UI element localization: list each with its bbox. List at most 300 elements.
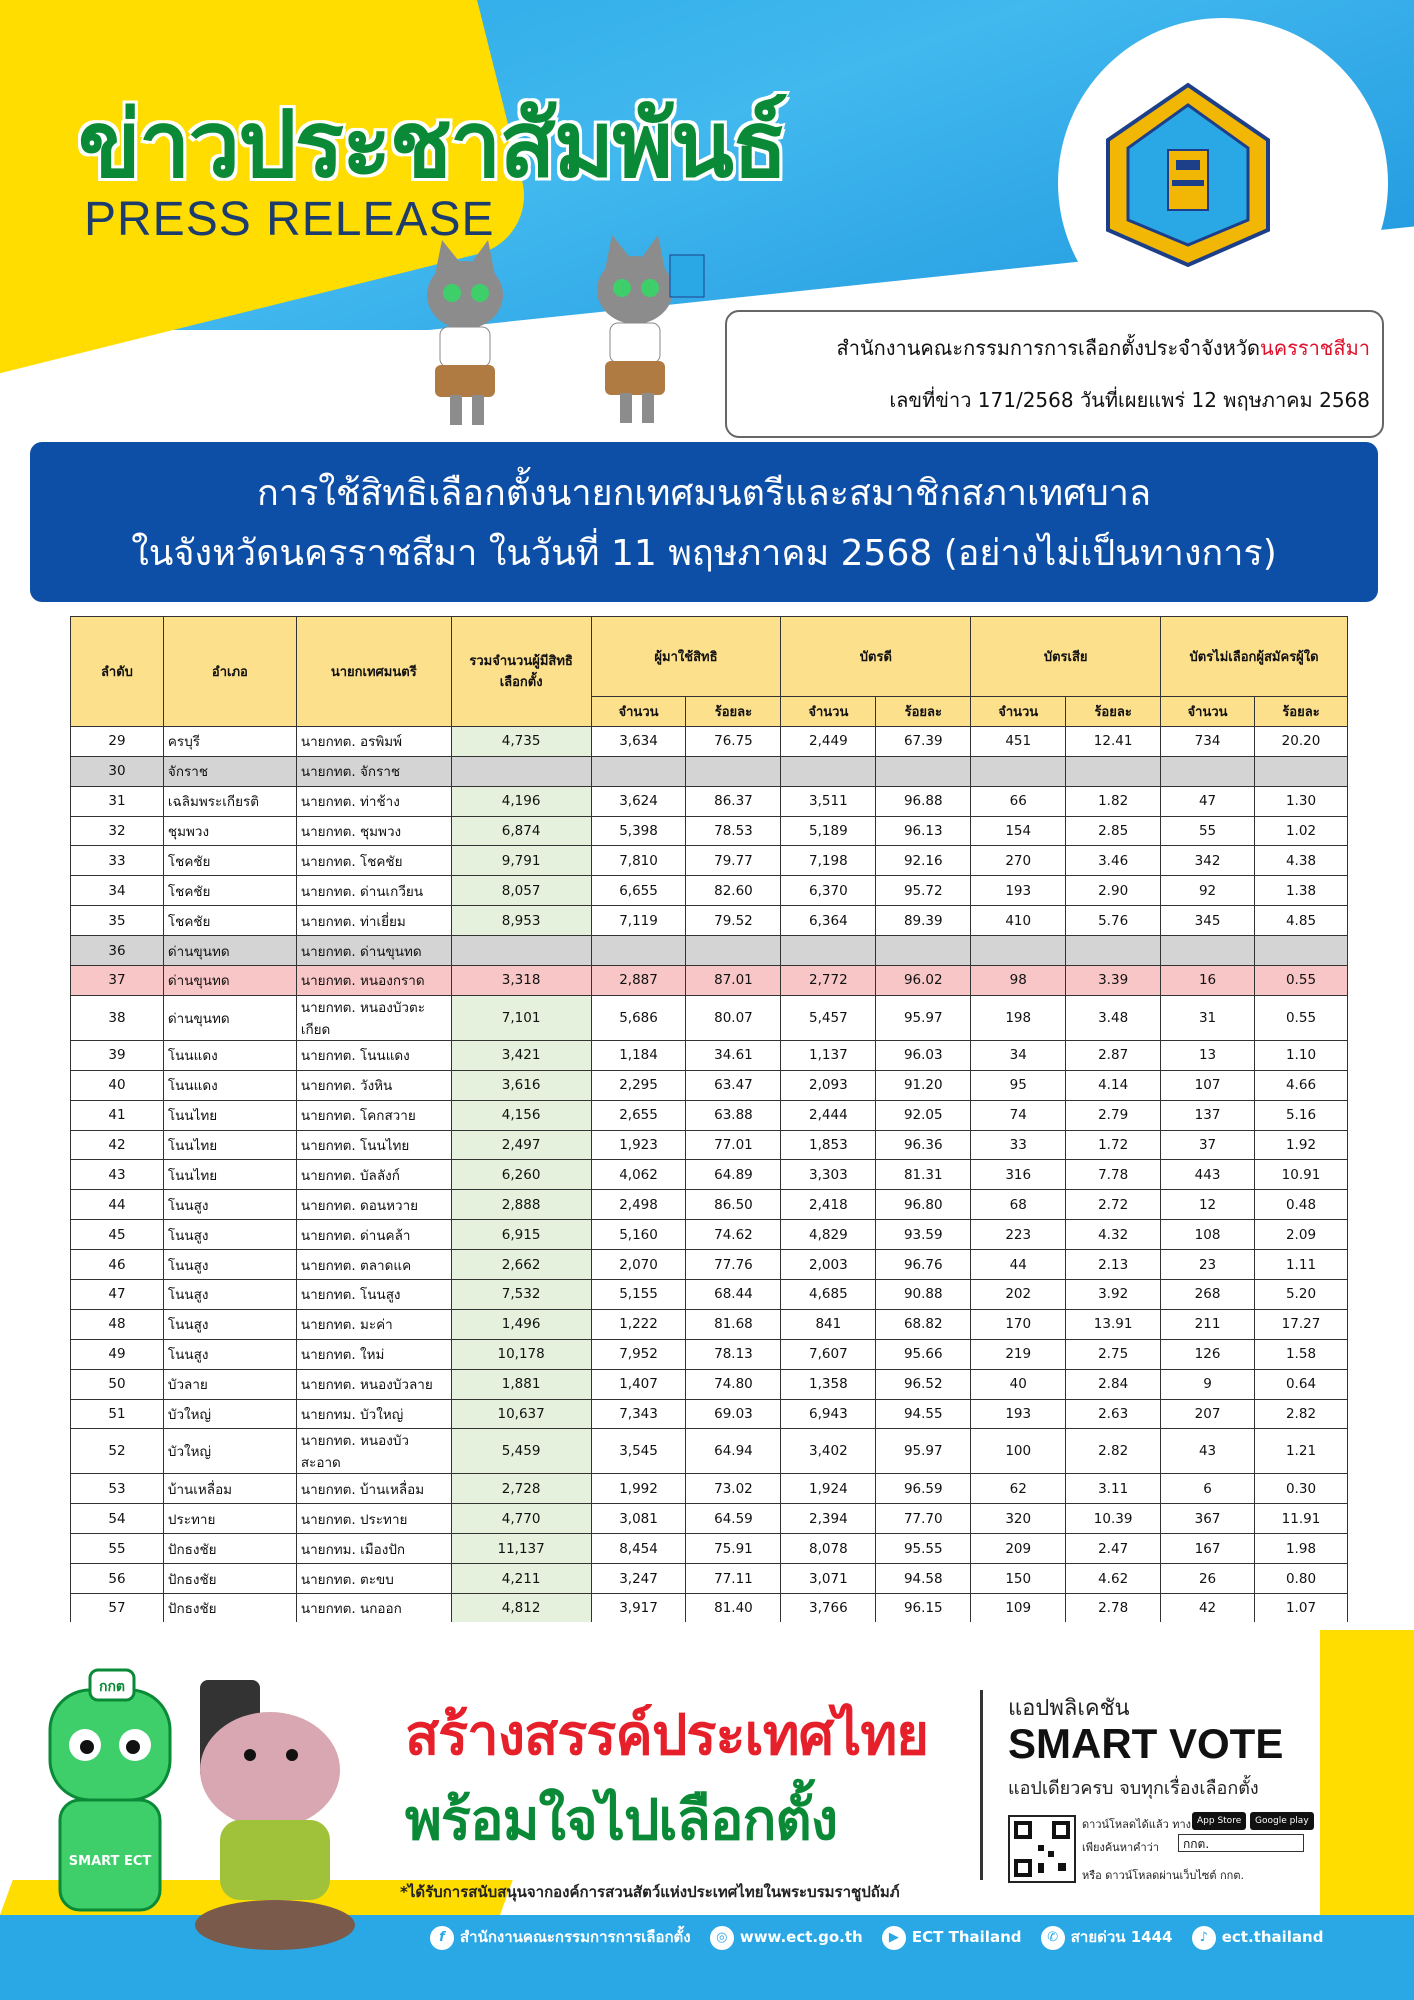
cell-voters-count: 8,454 xyxy=(591,1534,686,1564)
cell-district: โชคชัย xyxy=(163,906,296,936)
cell-good-pct: 95.97 xyxy=(876,1429,971,1474)
app-name: SMART VOTE xyxy=(1008,1720,1284,1767)
headline-banner xyxy=(30,442,1378,602)
cell-good-pct: 89.39 xyxy=(876,906,971,936)
cell-novote-count xyxy=(1161,936,1255,966)
cell-good-pct: 67.39 xyxy=(876,726,971,756)
cell-mayor: นายกทต. บ้านเหลื่อม xyxy=(296,1474,451,1504)
table-row xyxy=(71,1040,1348,1070)
cell-mayor: นายกทต. วังหิน xyxy=(296,1070,451,1100)
cell-voters-pct: 69.03 xyxy=(686,1399,781,1429)
cell-novote-pct: 5.16 xyxy=(1255,1100,1348,1130)
cell-spoiled-count: 74 xyxy=(971,1100,1066,1130)
cell-novote-pct: 20.20 xyxy=(1255,726,1348,756)
cell-novote-count: 443 xyxy=(1161,1160,1255,1190)
cell-good-pct: 96.36 xyxy=(876,1130,971,1160)
cell-voters-pct: 78.53 xyxy=(686,816,781,846)
cell-spoiled-pct: 2.87 xyxy=(1066,1040,1161,1070)
cell-voters-pct: 76.75 xyxy=(686,726,781,756)
cell-good-count: 3,766 xyxy=(781,1594,876,1624)
cell-registered: 4,196 xyxy=(451,786,591,816)
cell-registered: 5,459 xyxy=(451,1429,591,1474)
globe-icon: ◎ xyxy=(710,1926,734,1950)
cell-mayor: นายกทต. ท่าเยี่ยม xyxy=(296,906,451,936)
cell-good-count: 2,449 xyxy=(781,726,876,756)
cell-spoiled-pct: 12.41 xyxy=(1066,726,1161,756)
mascot-badge-text: กกต xyxy=(98,1679,126,1695)
cell-no: 35 xyxy=(71,906,164,936)
cell-voters-pct: 86.50 xyxy=(686,1190,781,1220)
cell-good-count: 4,685 xyxy=(781,1280,876,1310)
cell-mayor: นายกทต. โนนไทย xyxy=(296,1130,451,1160)
cell-voters-count: 1,222 xyxy=(591,1309,686,1339)
cell-good-count: 1,137 xyxy=(781,1040,876,1070)
cell-spoiled-pct: 1.72 xyxy=(1066,1130,1161,1160)
cell-spoiled-count: 193 xyxy=(971,1399,1066,1429)
cell-district: เฉลิมพระเกียรติ xyxy=(163,786,296,816)
cell-voters-count: 5,155 xyxy=(591,1280,686,1310)
cell-voters-count: 1,923 xyxy=(591,1130,686,1160)
cell-mayor: นายกทม. เมืองปัก xyxy=(296,1534,451,1564)
cell-voters-pct: 64.59 xyxy=(686,1504,781,1534)
cell-voters-pct: 68.44 xyxy=(686,1280,781,1310)
office-name xyxy=(837,332,1370,364)
cell-spoiled-count: 109 xyxy=(971,1594,1066,1624)
cell-novote-pct: 1.58 xyxy=(1255,1339,1348,1369)
cell-spoiled-count: 100 xyxy=(971,1429,1066,1474)
cell-registered: 10,178 xyxy=(451,1339,591,1369)
cell-voters-pct: 75.91 xyxy=(686,1534,781,1564)
app-store-badge[interactable]: App Store xyxy=(1192,1812,1246,1830)
header-no: ลำดับ xyxy=(71,617,164,727)
subheader-count: จำนวน xyxy=(1161,697,1255,727)
cell-no: 45 xyxy=(71,1220,164,1250)
cell-good-count: 2,003 xyxy=(781,1250,876,1280)
cell-voters-count: 1,184 xyxy=(591,1040,686,1070)
cell-district: โนนไทย xyxy=(163,1130,296,1160)
cell-novote-count: 13 xyxy=(1161,1040,1255,1070)
table-row xyxy=(71,1100,1348,1130)
cell-no: 31 xyxy=(71,786,164,816)
header-registered: รวมจำนวนผู้มีสิทธิเลือกตั้ง xyxy=(451,617,591,727)
ect-mascots-illustration xyxy=(30,1660,390,1960)
app-label: แอปพลิเคชัน xyxy=(1008,1696,1130,1721)
cell-voters-pct: 77.76 xyxy=(686,1250,781,1280)
cell-voters-pct: 74.62 xyxy=(686,1220,781,1250)
cell-spoiled-pct: 4.32 xyxy=(1066,1220,1161,1250)
cell-no: 44 xyxy=(71,1190,164,1220)
footer-youtube-label: ECT Thailand xyxy=(911,1928,1022,1946)
footer-divider xyxy=(980,1690,983,1880)
footer-website[interactable] xyxy=(710,1928,863,1946)
cell-voters-pct: 64.94 xyxy=(686,1429,781,1474)
cell-good-count: 3,402 xyxy=(781,1429,876,1474)
cell-novote-count: 12 xyxy=(1161,1190,1255,1220)
cell-no: 47 xyxy=(71,1280,164,1310)
google-play-badge[interactable]: Google play xyxy=(1250,1812,1314,1830)
cell-novote-pct: 4.66 xyxy=(1255,1070,1348,1100)
cell-good-count: 1,853 xyxy=(781,1130,876,1160)
cell-spoiled-count: 150 xyxy=(971,1564,1066,1594)
cell-spoiled-count: 198 xyxy=(971,995,1066,1040)
cell-good-pct: 96.88 xyxy=(876,786,971,816)
cell-good-pct xyxy=(876,756,971,786)
table-row xyxy=(71,1250,1348,1280)
cell-good-count: 2,772 xyxy=(781,966,876,996)
cell-voters-count: 5,160 xyxy=(591,1220,686,1250)
cell-spoiled-count: 320 xyxy=(971,1504,1066,1534)
cell-novote-pct: 1.98 xyxy=(1255,1534,1348,1564)
cell-district: โชคชัย xyxy=(163,876,296,906)
cell-good-pct: 95.97 xyxy=(876,995,971,1040)
header-good-ballots: บัตรดี xyxy=(781,617,971,697)
cell-novote-pct: 0.48 xyxy=(1255,1190,1348,1220)
cell-voters-pct: 34.61 xyxy=(686,1040,781,1070)
footer-hotline[interactable] xyxy=(1041,1928,1173,1946)
footer-tiktok[interactable] xyxy=(1192,1928,1324,1946)
cell-novote-count: 9 xyxy=(1161,1369,1255,1399)
cell-mayor: นายกทต. หนองบัวสะอาด xyxy=(296,1429,451,1474)
office-info-box xyxy=(725,310,1384,438)
cell-novote-pct: 5.20 xyxy=(1255,1280,1348,1310)
cell-novote-pct: 1.21 xyxy=(1255,1429,1348,1474)
cell-spoiled-pct: 3.39 xyxy=(1066,966,1161,996)
cell-voters-count: 7,810 xyxy=(591,846,686,876)
cell-voters-pct: 77.11 xyxy=(686,1564,781,1594)
slogan-line2: พร้อมใจไปเลือกตั้ง xyxy=(405,1788,838,1853)
cell-no: 51 xyxy=(71,1399,164,1429)
cell-novote-count: 16 xyxy=(1161,966,1255,996)
cell-good-count: 6,943 xyxy=(781,1399,876,1429)
cell-district: โนนสูง xyxy=(163,1220,296,1250)
cell-registered: 4,812 xyxy=(451,1594,591,1624)
cell-registered: 10,637 xyxy=(451,1399,591,1429)
cell-spoiled-pct: 2.90 xyxy=(1066,876,1161,906)
cell-spoiled-count: 33 xyxy=(971,1130,1066,1160)
header-no-vote-ballots: บัตรไม่เลือกผู้สมัครผู้ใด xyxy=(1161,617,1348,697)
cell-good-count: 7,607 xyxy=(781,1339,876,1369)
cell-novote-pct: 4.38 xyxy=(1255,846,1348,876)
cell-spoiled-count: 154 xyxy=(971,816,1066,846)
cell-spoiled-pct: 3.11 xyxy=(1066,1474,1161,1504)
cell-spoiled-count: 223 xyxy=(971,1220,1066,1250)
cell-district: ปักธงชัย xyxy=(163,1534,296,1564)
cell-voters-pct: 82.60 xyxy=(686,876,781,906)
cell-mayor: นายกทต. โนนสูง xyxy=(296,1280,451,1310)
cell-voters-pct: 73.02 xyxy=(686,1474,781,1504)
cell-good-pct: 96.15 xyxy=(876,1594,971,1624)
cell-spoiled-count: 40 xyxy=(971,1369,1066,1399)
subheader-pct: ร้อยละ xyxy=(876,697,971,727)
cell-good-pct: 68.82 xyxy=(876,1309,971,1339)
cell-mayor: นายกทต. ประทาย xyxy=(296,1504,451,1534)
cell-spoiled-pct xyxy=(1066,936,1161,966)
cell-no: 57 xyxy=(71,1594,164,1624)
footer-org[interactable] xyxy=(430,1928,691,1946)
table-row xyxy=(71,726,1348,756)
cell-registered: 6,260 xyxy=(451,1160,591,1190)
cell-novote-pct: 1.30 xyxy=(1255,786,1348,816)
cell-novote-count: 342 xyxy=(1161,846,1255,876)
cell-registered: 11,137 xyxy=(451,1534,591,1564)
cell-novote-pct: 4.85 xyxy=(1255,906,1348,936)
table-row xyxy=(71,1070,1348,1100)
subheader-count: จำนวน xyxy=(971,697,1066,727)
cell-novote-count: 26 xyxy=(1161,1564,1255,1594)
cell-voters-pct: 74.80 xyxy=(686,1369,781,1399)
cell-novote-pct: 1.11 xyxy=(1255,1250,1348,1280)
cell-registered: 4,735 xyxy=(451,726,591,756)
subheader-pct: ร้อยละ xyxy=(1255,697,1348,727)
cell-registered: 4,211 xyxy=(451,1564,591,1594)
cell-mayor: นายกทต. หนองบัวตะเกียด xyxy=(296,995,451,1040)
cell-voters-count: 3,247 xyxy=(591,1564,686,1594)
cell-mayor: นายกทต. อรพิมพ์ xyxy=(296,726,451,756)
cell-district: โนนแดง xyxy=(163,1070,296,1100)
table-row xyxy=(71,846,1348,876)
cell-spoiled-pct: 2.63 xyxy=(1066,1399,1161,1429)
cell-district: บ้านเหลื่อม xyxy=(163,1474,296,1504)
footer-org-label: สำนักงานคณะกรรมการการเลือกตั้ง xyxy=(460,1928,691,1946)
footer-youtube[interactable] xyxy=(882,1928,1022,1946)
cell-novote-pct: 0.64 xyxy=(1255,1369,1348,1399)
table-row xyxy=(71,1339,1348,1369)
cell-mayor: นายกทต. ตลาดแค xyxy=(296,1250,451,1280)
cell-good-count: 3,071 xyxy=(781,1564,876,1594)
cell-spoiled-pct: 3.48 xyxy=(1066,995,1161,1040)
cell-spoiled-count: 451 xyxy=(971,726,1066,756)
cell-district: บัวลาย xyxy=(163,1369,296,1399)
table-row xyxy=(71,906,1348,936)
cell-voters-count: 1,407 xyxy=(591,1369,686,1399)
cell-novote-count: 268 xyxy=(1161,1280,1255,1310)
cell-good-count: 1,358 xyxy=(781,1369,876,1399)
cell-no: 48 xyxy=(71,1309,164,1339)
cell-spoiled-count: 170 xyxy=(971,1309,1066,1339)
cell-voters-pct: 81.68 xyxy=(686,1309,781,1339)
table-row xyxy=(71,966,1348,996)
table-row xyxy=(71,1369,1348,1399)
cell-novote-pct xyxy=(1255,936,1348,966)
cell-district: โนนสูง xyxy=(163,1309,296,1339)
cell-good-pct: 94.58 xyxy=(876,1564,971,1594)
cell-good-pct xyxy=(876,936,971,966)
cell-voters-pct: 63.47 xyxy=(686,1070,781,1100)
cell-voters-count: 2,070 xyxy=(591,1250,686,1280)
cell-spoiled-pct: 4.14 xyxy=(1066,1070,1161,1100)
cell-good-pct: 96.03 xyxy=(876,1040,971,1070)
cell-novote-count: 55 xyxy=(1161,816,1255,846)
cell-district: ชุมพวง xyxy=(163,816,296,846)
cell-registered: 2,662 xyxy=(451,1250,591,1280)
cell-no: 53 xyxy=(71,1474,164,1504)
cell-no: 46 xyxy=(71,1250,164,1280)
cell-no: 49 xyxy=(71,1339,164,1369)
cell-good-pct: 95.72 xyxy=(876,876,971,906)
cell-no: 43 xyxy=(71,1160,164,1190)
cell-voters-count: 5,398 xyxy=(591,816,686,846)
office-province: นครราชสีมา xyxy=(1260,336,1370,360)
cell-no: 50 xyxy=(71,1369,164,1399)
web-download-text: หรือ ดาวน์โหลดผ่านเว็บไซต์ กกต. xyxy=(1082,1869,1244,1882)
cell-registered xyxy=(451,756,591,786)
cell-spoiled-pct: 2.78 xyxy=(1066,1594,1161,1624)
election-results-table xyxy=(70,616,1348,1654)
cell-voters-pct: 64.89 xyxy=(686,1160,781,1190)
cell-mayor: นายกทม. บัวใหญ่ xyxy=(296,1399,451,1429)
cell-mayor: นายกทต. ท่าช้าง xyxy=(296,786,451,816)
cell-good-pct: 95.66 xyxy=(876,1339,971,1369)
cell-novote-pct: 10.91 xyxy=(1255,1160,1348,1190)
cell-novote-count: 167 xyxy=(1161,1534,1255,1564)
cell-spoiled-count: 62 xyxy=(971,1474,1066,1504)
subheader-count: จำนวน xyxy=(781,697,876,727)
app-tagline: แอปเดียวครบ จบทุกเรื่องเลือกตั้ง xyxy=(1008,1778,1259,1799)
cell-mayor: นายกทต. นกออก xyxy=(296,1594,451,1624)
cell-spoiled-count: 66 xyxy=(971,786,1066,816)
cell-voters-pct: 79.52 xyxy=(686,906,781,936)
cell-voters-count: 3,634 xyxy=(591,726,686,756)
cell-spoiled-pct: 2.47 xyxy=(1066,1534,1161,1564)
ect-emblem-icon xyxy=(1098,80,1278,270)
cell-spoiled-count: 410 xyxy=(971,906,1066,936)
cell-novote-count: 23 xyxy=(1161,1250,1255,1280)
cell-district: ปักธงชัย xyxy=(163,1564,296,1594)
footer-hotline-label: สายด่วน 1444 xyxy=(1070,1928,1173,1946)
cell-good-count: 5,457 xyxy=(781,995,876,1040)
cell-mayor: นายกทต. หนองกราด xyxy=(296,966,451,996)
cell-good-pct: 96.02 xyxy=(876,966,971,996)
cell-novote-count: 108 xyxy=(1161,1220,1255,1250)
table-row xyxy=(71,1594,1348,1624)
cell-novote-pct xyxy=(1255,756,1348,786)
cell-no: 36 xyxy=(71,936,164,966)
cell-good-count: 3,511 xyxy=(781,786,876,816)
office-prefix: สำนักงานคณะกรรมการการเลือกตั้งประจำจังหวัด xyxy=(836,336,1261,360)
cell-good-count: 2,394 xyxy=(781,1504,876,1534)
cell-registered: 1,881 xyxy=(451,1369,591,1399)
subheader-pct: ร้อยละ xyxy=(1066,697,1161,727)
footer-tiktok-label: ect.thailand xyxy=(1221,1928,1324,1946)
cell-spoiled-pct: 2.13 xyxy=(1066,1250,1161,1280)
qr-code-icon[interactable] xyxy=(1008,1815,1076,1883)
cell-novote-count: 42 xyxy=(1161,1594,1255,1624)
cell-good-count: 841 xyxy=(781,1309,876,1339)
cell-no: 55 xyxy=(71,1534,164,1564)
cell-good-count: 5,189 xyxy=(781,816,876,846)
cell-mayor: นายกทต. ด่านเกวียน xyxy=(296,876,451,906)
table-row xyxy=(71,1160,1348,1190)
table-row xyxy=(71,786,1348,816)
table-row xyxy=(71,1309,1348,1339)
cell-spoiled-pct: 7.78 xyxy=(1066,1160,1161,1190)
cell-good-count: 4,829 xyxy=(781,1220,876,1250)
headline-line2: ในจังหวัดนครราชสีมา ในวันที่ 11 พฤษภาคม 2568 (อย่างไม่เป็นทางการ) xyxy=(131,533,1277,574)
cell-spoiled-pct: 3.46 xyxy=(1066,846,1161,876)
cell-good-pct: 96.13 xyxy=(876,816,971,846)
search-box[interactable]: กกต. xyxy=(1178,1834,1304,1852)
cell-mayor: นายกทต. ดอนหวาย xyxy=(296,1190,451,1220)
cell-registered: 3,421 xyxy=(451,1040,591,1070)
cell-voters-count: 3,081 xyxy=(591,1504,686,1534)
cell-novote-pct: 1.38 xyxy=(1255,876,1348,906)
cell-good-count: 7,198 xyxy=(781,846,876,876)
cell-good-pct: 92.16 xyxy=(876,846,971,876)
cell-no: 29 xyxy=(71,726,164,756)
cell-no: 54 xyxy=(71,1504,164,1534)
cell-good-pct: 81.31 xyxy=(876,1160,971,1190)
cell-good-pct: 96.80 xyxy=(876,1190,971,1220)
cell-mayor: นายกทต. โนนแดง xyxy=(296,1040,451,1070)
table-row xyxy=(71,756,1348,786)
cell-district: บัวใหญ่ xyxy=(163,1429,296,1474)
cell-spoiled-pct: 2.85 xyxy=(1066,816,1161,846)
cell-registered: 2,497 xyxy=(451,1130,591,1160)
cell-voters-pct xyxy=(686,756,781,786)
cell-voters-pct: 78.13 xyxy=(686,1339,781,1369)
cell-novote-pct: 2.82 xyxy=(1255,1399,1348,1429)
table-row xyxy=(71,1429,1348,1474)
cat-mascots-illustration xyxy=(390,235,720,435)
download-text: ดาวน์โหลดได้แล้ว ทาง xyxy=(1082,1818,1192,1831)
cell-no: 52 xyxy=(71,1429,164,1474)
cell-good-pct: 96.52 xyxy=(876,1369,971,1399)
cell-voters-count xyxy=(591,936,686,966)
cell-spoiled-count xyxy=(971,936,1066,966)
cell-novote-count: 367 xyxy=(1161,1504,1255,1534)
cell-district: โนนแดง xyxy=(163,1040,296,1070)
cell-no: 40 xyxy=(71,1070,164,1100)
cell-district: ปักธงชัย xyxy=(163,1594,296,1624)
cell-mayor: นายกทต. หนองบัวลาย xyxy=(296,1369,451,1399)
cell-novote-count: 47 xyxy=(1161,786,1255,816)
table-row xyxy=(71,1190,1348,1220)
cell-spoiled-pct: 2.79 xyxy=(1066,1100,1161,1130)
cell-voters-pct: 86.37 xyxy=(686,786,781,816)
cell-registered: 2,728 xyxy=(451,1474,591,1504)
cell-spoiled-count: 316 xyxy=(971,1160,1066,1190)
cell-registered: 3,616 xyxy=(451,1070,591,1100)
cell-spoiled-count: 95 xyxy=(971,1070,1066,1100)
footer-yellow-shape xyxy=(1320,1630,1414,1930)
cell-voters-count: 3,917 xyxy=(591,1594,686,1624)
cell-no: 32 xyxy=(71,816,164,846)
cell-mayor: นายกทต. โชคชัย xyxy=(296,846,451,876)
cell-no: 33 xyxy=(71,846,164,876)
cell-good-count: 2,418 xyxy=(781,1190,876,1220)
cell-good-count: 1,924 xyxy=(781,1474,876,1504)
cell-mayor: นายกทต. มะค่า xyxy=(296,1309,451,1339)
cell-spoiled-pct: 2.72 xyxy=(1066,1190,1161,1220)
cell-registered: 7,101 xyxy=(451,995,591,1040)
cell-spoiled-count: 98 xyxy=(971,966,1066,996)
cell-good-pct: 90.88 xyxy=(876,1280,971,1310)
cell-district: โนนสูง xyxy=(163,1250,296,1280)
cell-novote-pct: 2.09 xyxy=(1255,1220,1348,1250)
facebook-icon: f xyxy=(430,1926,454,1950)
cell-district: โนนไทย xyxy=(163,1160,296,1190)
cell-voters-count: 5,686 xyxy=(591,995,686,1040)
cell-mayor: นายกทต. ตะขบ xyxy=(296,1564,451,1594)
cell-registered: 4,156 xyxy=(451,1100,591,1130)
cell-voters-pct xyxy=(686,936,781,966)
cell-good-count: 6,370 xyxy=(781,876,876,906)
cell-novote-count: 43 xyxy=(1161,1429,1255,1474)
cell-novote-count: 734 xyxy=(1161,726,1255,756)
cell-mayor: นายกทต. บัลลังก์ xyxy=(296,1160,451,1190)
cell-novote-pct: 17.27 xyxy=(1255,1309,1348,1339)
cell-spoiled-count: 68 xyxy=(971,1190,1066,1220)
